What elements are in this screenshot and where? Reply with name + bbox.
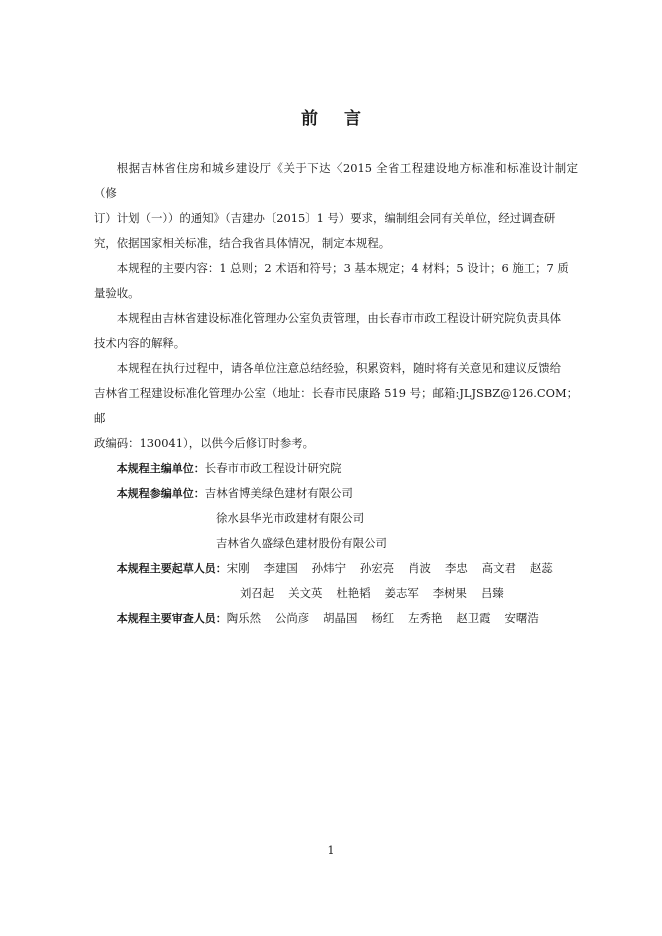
reviewers-names <box>227 606 553 631</box>
chief-editor-row <box>94 456 578 481</box>
drafter-name: 姜志军 <box>384 586 419 600</box>
paragraph-line: 本规程的主要内容：1 总则；2 术语和符号；3 基本规定；4 材料；5 设计；6 施工；7 质 <box>116 261 569 275</box>
paragraph-line: 技术内容的解释。 <box>94 336 186 350</box>
page-number: 1 <box>327 844 335 857</box>
drafters-label: 本规程主要起草人员： <box>116 562 227 575</box>
paragraph-line: 政编码：130041），以供今后修订时参考。 <box>94 436 315 450</box>
paragraph-line: 吉林省工程建设标准化管理办公室（地址：长春市民康路 519 号；邮箱:JLJSBZ@126.COM；邮 <box>94 386 578 425</box>
reviewer-name: 左秀艳 <box>408 611 443 625</box>
drafter-name: 刘召起 <box>240 586 275 600</box>
co-editor-row <box>94 481 578 506</box>
paragraph-line: 本规程在执行过程中，请各单位注意总结经验，积累资料，随时将有关意见和建议反馈给 <box>116 361 562 375</box>
co-editor-unit: 徐水县华光市政建材有限公司 <box>216 511 365 525</box>
drafter-name: 孙宏亮 <box>359 561 395 575</box>
preface-body <box>94 156 578 631</box>
drafter-name: 李建国 <box>263 561 298 575</box>
paragraph-management <box>94 306 578 356</box>
drafters-names-row2 <box>94 581 578 606</box>
drafter-name: 关文英 <box>288 586 323 600</box>
paragraph-line: 量验收。 <box>94 286 140 300</box>
page-title <box>0 104 662 129</box>
chief-editor-label: 本规程主编单位： <box>116 462 205 475</box>
co-editor-unit: 吉林省博美绿色建材有限公司 <box>204 486 353 500</box>
drafter-name: 赵蕊 <box>529 561 553 575</box>
paragraph-contents <box>94 256 578 306</box>
drafter-name: 杜艳韬 <box>336 586 371 600</box>
paragraph-basis <box>94 156 578 256</box>
drafters-names <box>227 556 567 581</box>
reviewers-row <box>94 606 578 631</box>
drafter-name: 李树果 <box>432 586 467 600</box>
reviewer-name: 公尚彦 <box>274 611 310 625</box>
drafter-name: 李忠 <box>444 561 468 575</box>
chief-editor-value: 长春市市政工程设计研究院 <box>204 461 342 475</box>
paragraph-line: 本规程由吉林省建设标准化管理办公室负责管理，由长春市市政工程设计研究院负责具体 <box>116 311 562 325</box>
paragraph-line: 根据吉林省住房和城乡建设厅《关于下达〈2015 全省工程建设地方标准和标准设计制定（修 <box>94 161 578 200</box>
reviewer-name: 赵卫霞 <box>456 611 491 625</box>
reviewer-name: 安曙浩 <box>504 611 539 625</box>
drafter-name: 宋刚 <box>226 561 250 575</box>
drafter-name: 肖波 <box>408 561 431 575</box>
co-editor-label: 本规程参编单位： <box>116 487 205 500</box>
reviewer-name: 陶乐然 <box>226 611 261 625</box>
drafter-name: 高文君 <box>481 561 516 575</box>
reviewer-name: 胡晶国 <box>323 611 358 625</box>
drafters-row <box>94 556 578 581</box>
reviewers-label: 本规程主要审查人员： <box>116 612 227 625</box>
paragraph-line: 订）计划（一））的通知》（吉建办〔2015〕1 号）要求，编制组会同有关单位，经过调查研 <box>94 211 556 225</box>
title-char-2: 言 <box>344 109 361 129</box>
paragraph-feedback <box>94 356 578 456</box>
drafter-name: 孙炜宁 <box>311 561 346 575</box>
co-editor-unit: 吉林省久盛绿色建材股份有限公司 <box>216 536 387 550</box>
title-char-1: 前 <box>301 109 318 129</box>
drafter-name: 吕臻 <box>480 586 504 600</box>
reviewer-name: 杨红 <box>371 611 395 625</box>
paragraph-line: 究，依据国家相关标准，结合我省具体情况，制定本规程。 <box>94 236 391 250</box>
